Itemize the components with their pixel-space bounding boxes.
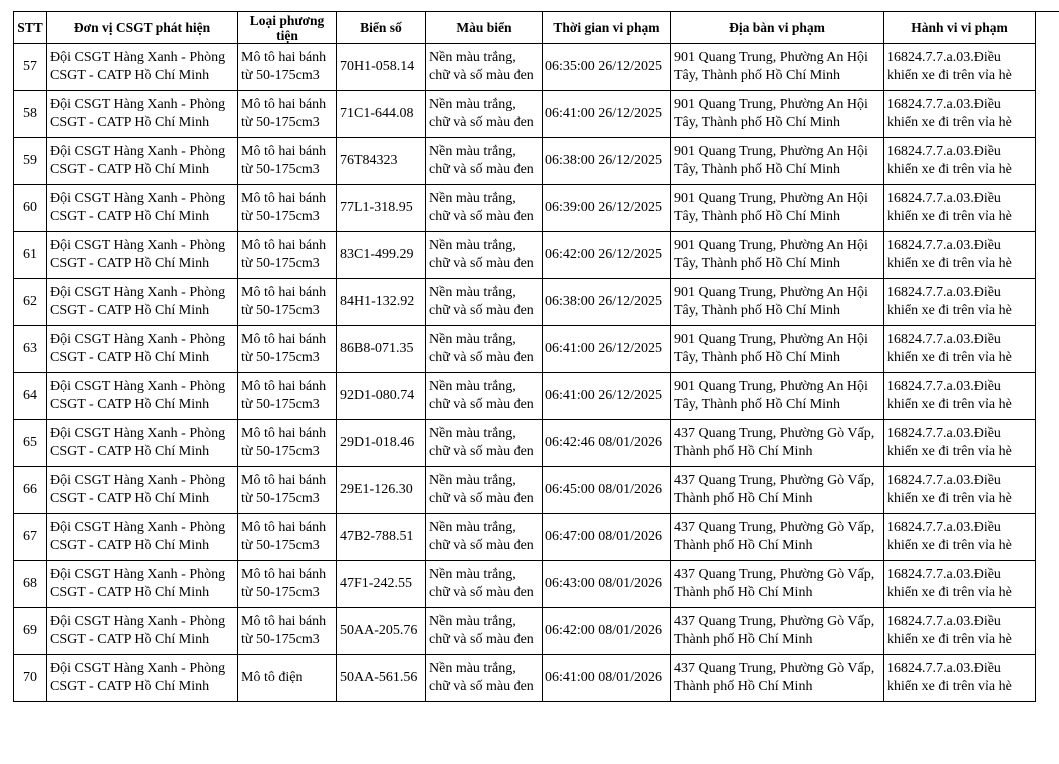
col-header-time: Thời gian vi phạm	[543, 12, 671, 44]
cell-violation: 16824.7.7.a.03.Điều khiển xe đi trên vỉa hè	[884, 608, 1036, 655]
cell-location: 901 Quang Trung, Phường An Hội Tây, Thành phố Hồ Chí Minh	[671, 91, 884, 138]
cell-plate-color: Nền màu trắng, chữ và số màu đen	[426, 514, 543, 561]
col-header-violation: Hành vi vi phạm	[884, 12, 1036, 44]
cell-plate: 50AA-205.76	[337, 608, 426, 655]
cell-plate-color: Nền màu trắng, chữ và số màu đen	[426, 138, 543, 185]
table-row	[14, 561, 1036, 608]
cell-time: 06:45:00 08/01/2026	[543, 467, 671, 514]
cell-vehicle: Mô tô hai bánh từ 50-175cm3	[238, 420, 337, 467]
cell-location: 901 Quang Trung, Phường An Hội Tây, Thành phố Hồ Chí Minh	[671, 373, 884, 420]
cell-violation: 16824.7.7.a.03.Điều khiển xe đi trên vỉa hè	[884, 185, 1036, 232]
cell-stt: 59	[14, 138, 47, 185]
cell-vehicle: Mô tô hai bánh từ 50-175cm3	[238, 373, 337, 420]
cell-time: 06:42:46 08/01/2026	[543, 420, 671, 467]
cell-stt: 58	[14, 91, 47, 138]
cell-unit: Đội CSGT Hàng Xanh - Phòng CSGT - CATP Hồ Chí Minh	[47, 232, 238, 279]
cell-unit: Đội CSGT Hàng Xanh - Phòng CSGT - CATP Hồ Chí Minh	[47, 608, 238, 655]
cell-time: 06:38:00 26/12/2025	[543, 138, 671, 185]
cell-stt: 60	[14, 185, 47, 232]
cell-unit: Đội CSGT Hàng Xanh - Phòng CSGT - CATP Hồ Chí Minh	[47, 279, 238, 326]
cell-violation: 16824.7.7.a.03.Điều khiển xe đi trên vỉa hè	[884, 279, 1036, 326]
table-body	[14, 44, 1036, 702]
cell-time: 06:47:00 08/01/2026	[543, 514, 671, 561]
table-row	[14, 420, 1036, 467]
cell-violation: 16824.7.7.a.03.Điều khiển xe đi trên vỉa hè	[884, 655, 1036, 702]
cell-vehicle: Mô tô hai bánh từ 50-175cm3	[238, 44, 337, 91]
cell-time: 06:43:00 08/01/2026	[543, 561, 671, 608]
cell-vehicle: Mô tô hai bánh từ 50-175cm3	[238, 326, 337, 373]
cell-plate-color: Nền màu trắng, chữ và số màu đen	[426, 420, 543, 467]
cell-plate-color: Nền màu trắng, chữ và số màu đen	[426, 91, 543, 138]
cell-plate-color: Nền màu trắng, chữ và số màu đen	[426, 561, 543, 608]
cell-location: 437 Quang Trung, Phường Gò Vấp, Thành phố Hồ Chí Minh	[671, 514, 884, 561]
cell-stt: 57	[14, 44, 47, 91]
cell-plate: 50AA-561.56	[337, 655, 426, 702]
cell-stt: 64	[14, 373, 47, 420]
cell-location: 901 Quang Trung, Phường An Hội Tây, Thành phố Hồ Chí Minh	[671, 326, 884, 373]
cell-vehicle: Mô tô điện	[238, 655, 337, 702]
cell-vehicle: Mô tô hai bánh từ 50-175cm3	[238, 514, 337, 561]
table-row	[14, 373, 1036, 420]
cell-plate: 86B8-071.35	[337, 326, 426, 373]
col-header-vehicle: Loại phương tiện	[238, 12, 337, 44]
cell-plate: 92D1-080.74	[337, 373, 426, 420]
cell-time: 06:35:00 26/12/2025	[543, 44, 671, 91]
cell-unit: Đội CSGT Hàng Xanh - Phòng CSGT - CATP Hồ Chí Minh	[47, 514, 238, 561]
cell-violation: 16824.7.7.a.03.Điều khiển xe đi trên vỉa hè	[884, 91, 1036, 138]
cell-location: 901 Quang Trung, Phường An Hội Tây, Thành phố Hồ Chí Minh	[671, 232, 884, 279]
cell-vehicle: Mô tô hai bánh từ 50-175cm3	[238, 279, 337, 326]
cell-location: 901 Quang Trung, Phường An Hội Tây, Thành phố Hồ Chí Minh	[671, 279, 884, 326]
cell-vehicle: Mô tô hai bánh từ 50-175cm3	[238, 91, 337, 138]
cell-violation: 16824.7.7.a.03.Điều khiển xe đi trên vỉa hè	[884, 467, 1036, 514]
table-row	[14, 326, 1036, 373]
cell-unit: Đội CSGT Hàng Xanh - Phòng CSGT - CATP Hồ Chí Minh	[47, 185, 238, 232]
cell-time: 06:39:00 26/12/2025	[543, 185, 671, 232]
cell-plate-color: Nền màu trắng, chữ và số màu đen	[426, 467, 543, 514]
cell-time: 06:41:00 26/12/2025	[543, 373, 671, 420]
cell-plate: 76T84323	[337, 138, 426, 185]
col-header-stt: STT	[14, 12, 47, 44]
cell-plate-color: Nền màu trắng, chữ và số màu đen	[426, 373, 543, 420]
cell-stt: 69	[14, 608, 47, 655]
table-row	[14, 279, 1036, 326]
cell-vehicle: Mô tô hai bánh từ 50-175cm3	[238, 561, 337, 608]
cell-vehicle: Mô tô hai bánh từ 50-175cm3	[238, 185, 337, 232]
cell-time: 06:38:00 26/12/2025	[543, 279, 671, 326]
table-row	[14, 232, 1036, 279]
cell-unit: Đội CSGT Hàng Xanh - Phòng CSGT - CATP Hồ Chí Minh	[47, 655, 238, 702]
col-header-plate-color: Màu biển	[426, 12, 543, 44]
table-row	[14, 514, 1036, 561]
cell-violation: 16824.7.7.a.03.Điều khiển xe đi trên vỉa hè	[884, 138, 1036, 185]
cell-vehicle: Mô tô hai bánh từ 50-175cm3	[238, 608, 337, 655]
cell-location: 437 Quang Trung, Phường Gò Vấp, Thành phố Hồ Chí Minh	[671, 608, 884, 655]
cell-plate-color: Nền màu trắng, chữ và số màu đen	[426, 232, 543, 279]
table-row	[14, 185, 1036, 232]
cell-plate: 84H1-132.92	[337, 279, 426, 326]
cell-time: 06:41:00 26/12/2025	[543, 91, 671, 138]
cell-plate: 83C1-499.29	[337, 232, 426, 279]
cell-plate-color: Nền màu trắng, chữ và số màu đen	[426, 44, 543, 91]
col-header-unit: Đơn vị CSGT phát hiện	[47, 12, 238, 44]
cell-violation: 16824.7.7.a.03.Điều khiển xe đi trên vỉa hè	[884, 232, 1036, 279]
table-row	[14, 655, 1036, 702]
cell-location: 901 Quang Trung, Phường An Hội Tây, Thành phố Hồ Chí Minh	[671, 185, 884, 232]
cell-violation: 16824.7.7.a.03.Điều khiển xe đi trên vỉa hè	[884, 326, 1036, 373]
cell-stt: 65	[14, 420, 47, 467]
cell-violation: 16824.7.7.a.03.Điều khiển xe đi trên vỉa hè	[884, 44, 1036, 91]
cell-stt: 62	[14, 279, 47, 326]
cell-location: 437 Quang Trung, Phường Gò Vấp, Thành phố Hồ Chí Minh	[671, 655, 884, 702]
cell-plate-color: Nền màu trắng, chữ và số màu đen	[426, 326, 543, 373]
cell-violation: 16824.7.7.a.03.Điều khiển xe đi trên vỉa hè	[884, 373, 1036, 420]
col-header-location: Địa bàn vi phạm	[671, 12, 884, 44]
cell-plate: 29E1-126.30	[337, 467, 426, 514]
cell-plate: 29D1-018.46	[337, 420, 426, 467]
table-header	[14, 12, 1036, 44]
cell-unit: Đội CSGT Hàng Xanh - Phòng CSGT - CATP Hồ Chí Minh	[47, 326, 238, 373]
cell-unit: Đội CSGT Hàng Xanh - Phòng CSGT - CATP Hồ Chí Minh	[47, 138, 238, 185]
cell-vehicle: Mô tô hai bánh từ 50-175cm3	[238, 232, 337, 279]
cell-stt: 68	[14, 561, 47, 608]
cell-time: 06:42:00 26/12/2025	[543, 232, 671, 279]
cell-plate: 47B2-788.51	[337, 514, 426, 561]
col-header-plate: Biển số	[337, 12, 426, 44]
cell-stt: 61	[14, 232, 47, 279]
cell-location: 437 Quang Trung, Phường Gò Vấp, Thành phố Hồ Chí Minh	[671, 467, 884, 514]
cell-stt: 70	[14, 655, 47, 702]
cell-time: 06:41:00 08/01/2026	[543, 655, 671, 702]
cell-unit: Đội CSGT Hàng Xanh - Phòng CSGT - CATP Hồ Chí Minh	[47, 561, 238, 608]
cell-violation: 16824.7.7.a.03.Điều khiển xe đi trên vỉa hè	[884, 514, 1036, 561]
table-row	[14, 608, 1036, 655]
cell-location: 437 Quang Trung, Phường Gò Vấp, Thành phố Hồ Chí Minh	[671, 420, 884, 467]
cell-unit: Đội CSGT Hàng Xanh - Phòng CSGT - CATP Hồ Chí Minh	[47, 467, 238, 514]
cell-vehicle: Mô tô hai bánh từ 50-175cm3	[238, 138, 337, 185]
cell-plate: 77L1-318.95	[337, 185, 426, 232]
cell-stt: 63	[14, 326, 47, 373]
cell-plate: 71C1-644.08	[337, 91, 426, 138]
violation-table-container	[13, 11, 1036, 702]
cell-unit: Đội CSGT Hàng Xanh - Phòng CSGT - CATP Hồ Chí Minh	[47, 420, 238, 467]
table-row	[14, 138, 1036, 185]
cell-location: 901 Quang Trung, Phường An Hội Tây, Thành phố Hồ Chí Minh	[671, 138, 884, 185]
violation-table	[13, 11, 1036, 702]
table-row	[14, 467, 1036, 514]
cell-time: 06:42:00 08/01/2026	[543, 608, 671, 655]
table-row	[14, 44, 1036, 91]
cell-plate-color: Nền màu trắng, chữ và số màu đen	[426, 608, 543, 655]
cell-location: 437 Quang Trung, Phường Gò Vấp, Thành phố Hồ Chí Minh	[671, 561, 884, 608]
cell-location: 901 Quang Trung, Phường An Hội Tây, Thành phố Hồ Chí Minh	[671, 44, 884, 91]
cell-plate: 47F1-242.55	[337, 561, 426, 608]
header-row	[14, 12, 1036, 44]
cell-unit: Đội CSGT Hàng Xanh - Phòng CSGT - CATP Hồ Chí Minh	[47, 91, 238, 138]
header-rule-extension	[1035, 11, 1059, 12]
cell-plate-color: Nền màu trắng, chữ và số màu đen	[426, 279, 543, 326]
cell-plate: 70H1-058.14	[337, 44, 426, 91]
cell-plate-color: Nền màu trắng, chữ và số màu đen	[426, 185, 543, 232]
cell-violation: 16824.7.7.a.03.Điều khiển xe đi trên vỉa hè	[884, 420, 1036, 467]
cell-stt: 67	[14, 514, 47, 561]
cell-vehicle: Mô tô hai bánh từ 50-175cm3	[238, 467, 337, 514]
cell-plate-color: Nền màu trắng, chữ và số màu đen	[426, 655, 543, 702]
cell-violation: 16824.7.7.a.03.Điều khiển xe đi trên vỉa hè	[884, 561, 1036, 608]
cell-unit: Đội CSGT Hàng Xanh - Phòng CSGT - CATP Hồ Chí Minh	[47, 44, 238, 91]
cell-unit: Đội CSGT Hàng Xanh - Phòng CSGT - CATP Hồ Chí Minh	[47, 373, 238, 420]
cell-stt: 66	[14, 467, 47, 514]
cell-time: 06:41:00 26/12/2025	[543, 326, 671, 373]
table-row	[14, 91, 1036, 138]
